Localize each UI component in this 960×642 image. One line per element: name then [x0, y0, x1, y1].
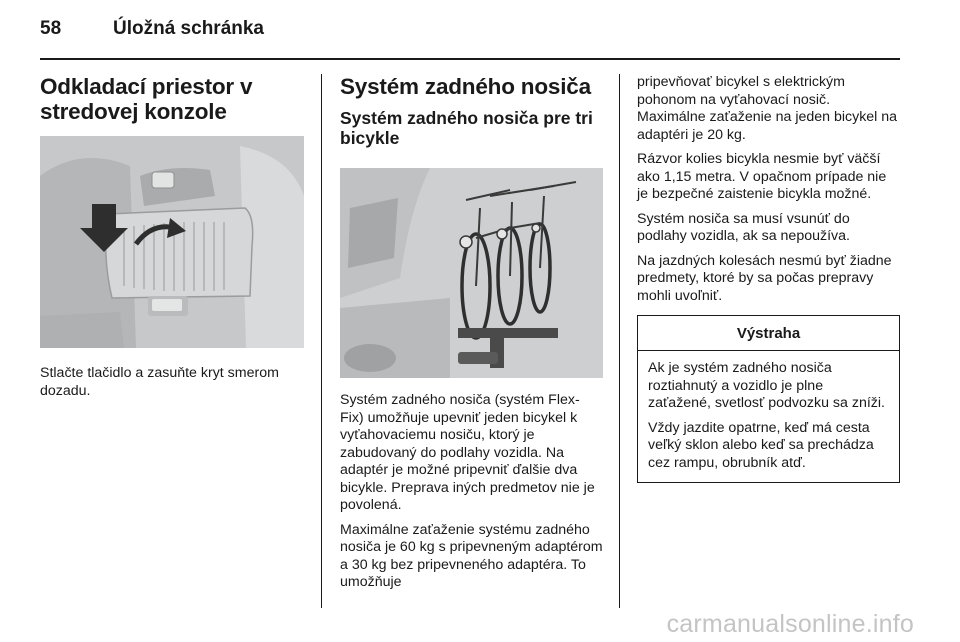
- warning-box: [637, 315, 900, 483]
- column-divider-2: [619, 74, 620, 608]
- site-watermark: carmanualsonline.info: [666, 610, 914, 638]
- continued-paragraph-1: pripevňovať bicykel s elektrickým pohonom na vyťahovací nosič. Maximálne zaťaženie na jeden bicykel na adaptéri je 20 kg.: [637, 74, 898, 143]
- bike-carrier-drawing: [340, 168, 603, 378]
- continued-paragraph-3: Systém nosiča sa musí vsunúť do podlahy vozidla, ak sa nepoužíva.: [637, 210, 850, 244]
- subsection-heading-three-bikes: Systém zadného nosiča pre tri bicykle: [340, 108, 593, 148]
- header-divider: [40, 58, 900, 60]
- continued-paragraph-2: Rázvor kolies bicykla nesmie byť väčší ako 1,15 metra. V opačnom prípade nie je bezpečné zaistenie bicykla možné.: [637, 151, 887, 202]
- rear-carrier-paragraph-2: Maximálne zaťaženie systému zadného nosiča je 60 kg s pripevneným adaptérom a 30 kg bez pripevneného adaptéra. To umožňuje: [340, 521, 603, 590]
- rear-carrier-paragraph-1: Systém zadného nosiča (systém Flex-Fix) umožňuje upevniť jeden bicykel k vyťahovaciemu nosiču, ktorý je zabudovaný do podlahy vozidla. Na adaptér je možné pripevniť ďalšie dva bicykle. Preprava iných predmetov nie je povolená.: [340, 392, 595, 513]
- chapter-title: Úložná schránka: [113, 18, 264, 39]
- warning-title: Výstraha: [638, 316, 899, 351]
- console-storage-drawing: [40, 136, 304, 348]
- console-storage-illustration: [40, 136, 304, 348]
- column-rear-carrier-continued: [637, 74, 900, 483]
- column-rear-carrier: [340, 74, 603, 599]
- page-number: 58: [40, 18, 62, 39]
- figure-caption: Stlačte tlačidlo a zasuňte kryt smerom dozadu.: [40, 365, 279, 399]
- warning-paragraph-1: Ak je systém zadného nosiča roztiahnutý a vozidlo je plne zaťažené, svetlosť podvozku sa zníži.: [648, 360, 885, 411]
- column-console-storage: [40, 74, 304, 407]
- rear-carrier-illustration: [340, 168, 603, 378]
- warning-paragraph-2: Vždy jazdite opatrne, keď má cesta veľký sklon alebo keď sa prechádza cez rampu, obrubník atď.: [648, 419, 874, 471]
- section-heading-console-storage: Odkladací priestor v stredovej konzole: [40, 74, 253, 124]
- section-heading-rear-carrier: Systém zadného nosiča: [340, 74, 591, 99]
- warning-body: [638, 351, 899, 482]
- column-divider-1: [321, 74, 322, 608]
- continued-paragraph-4: Na jazdných kolesách nesmú byť žiadne predmety, ktoré by sa počas prepravy mohli uvoľniť.: [637, 252, 892, 304]
- page-header: [40, 14, 900, 48]
